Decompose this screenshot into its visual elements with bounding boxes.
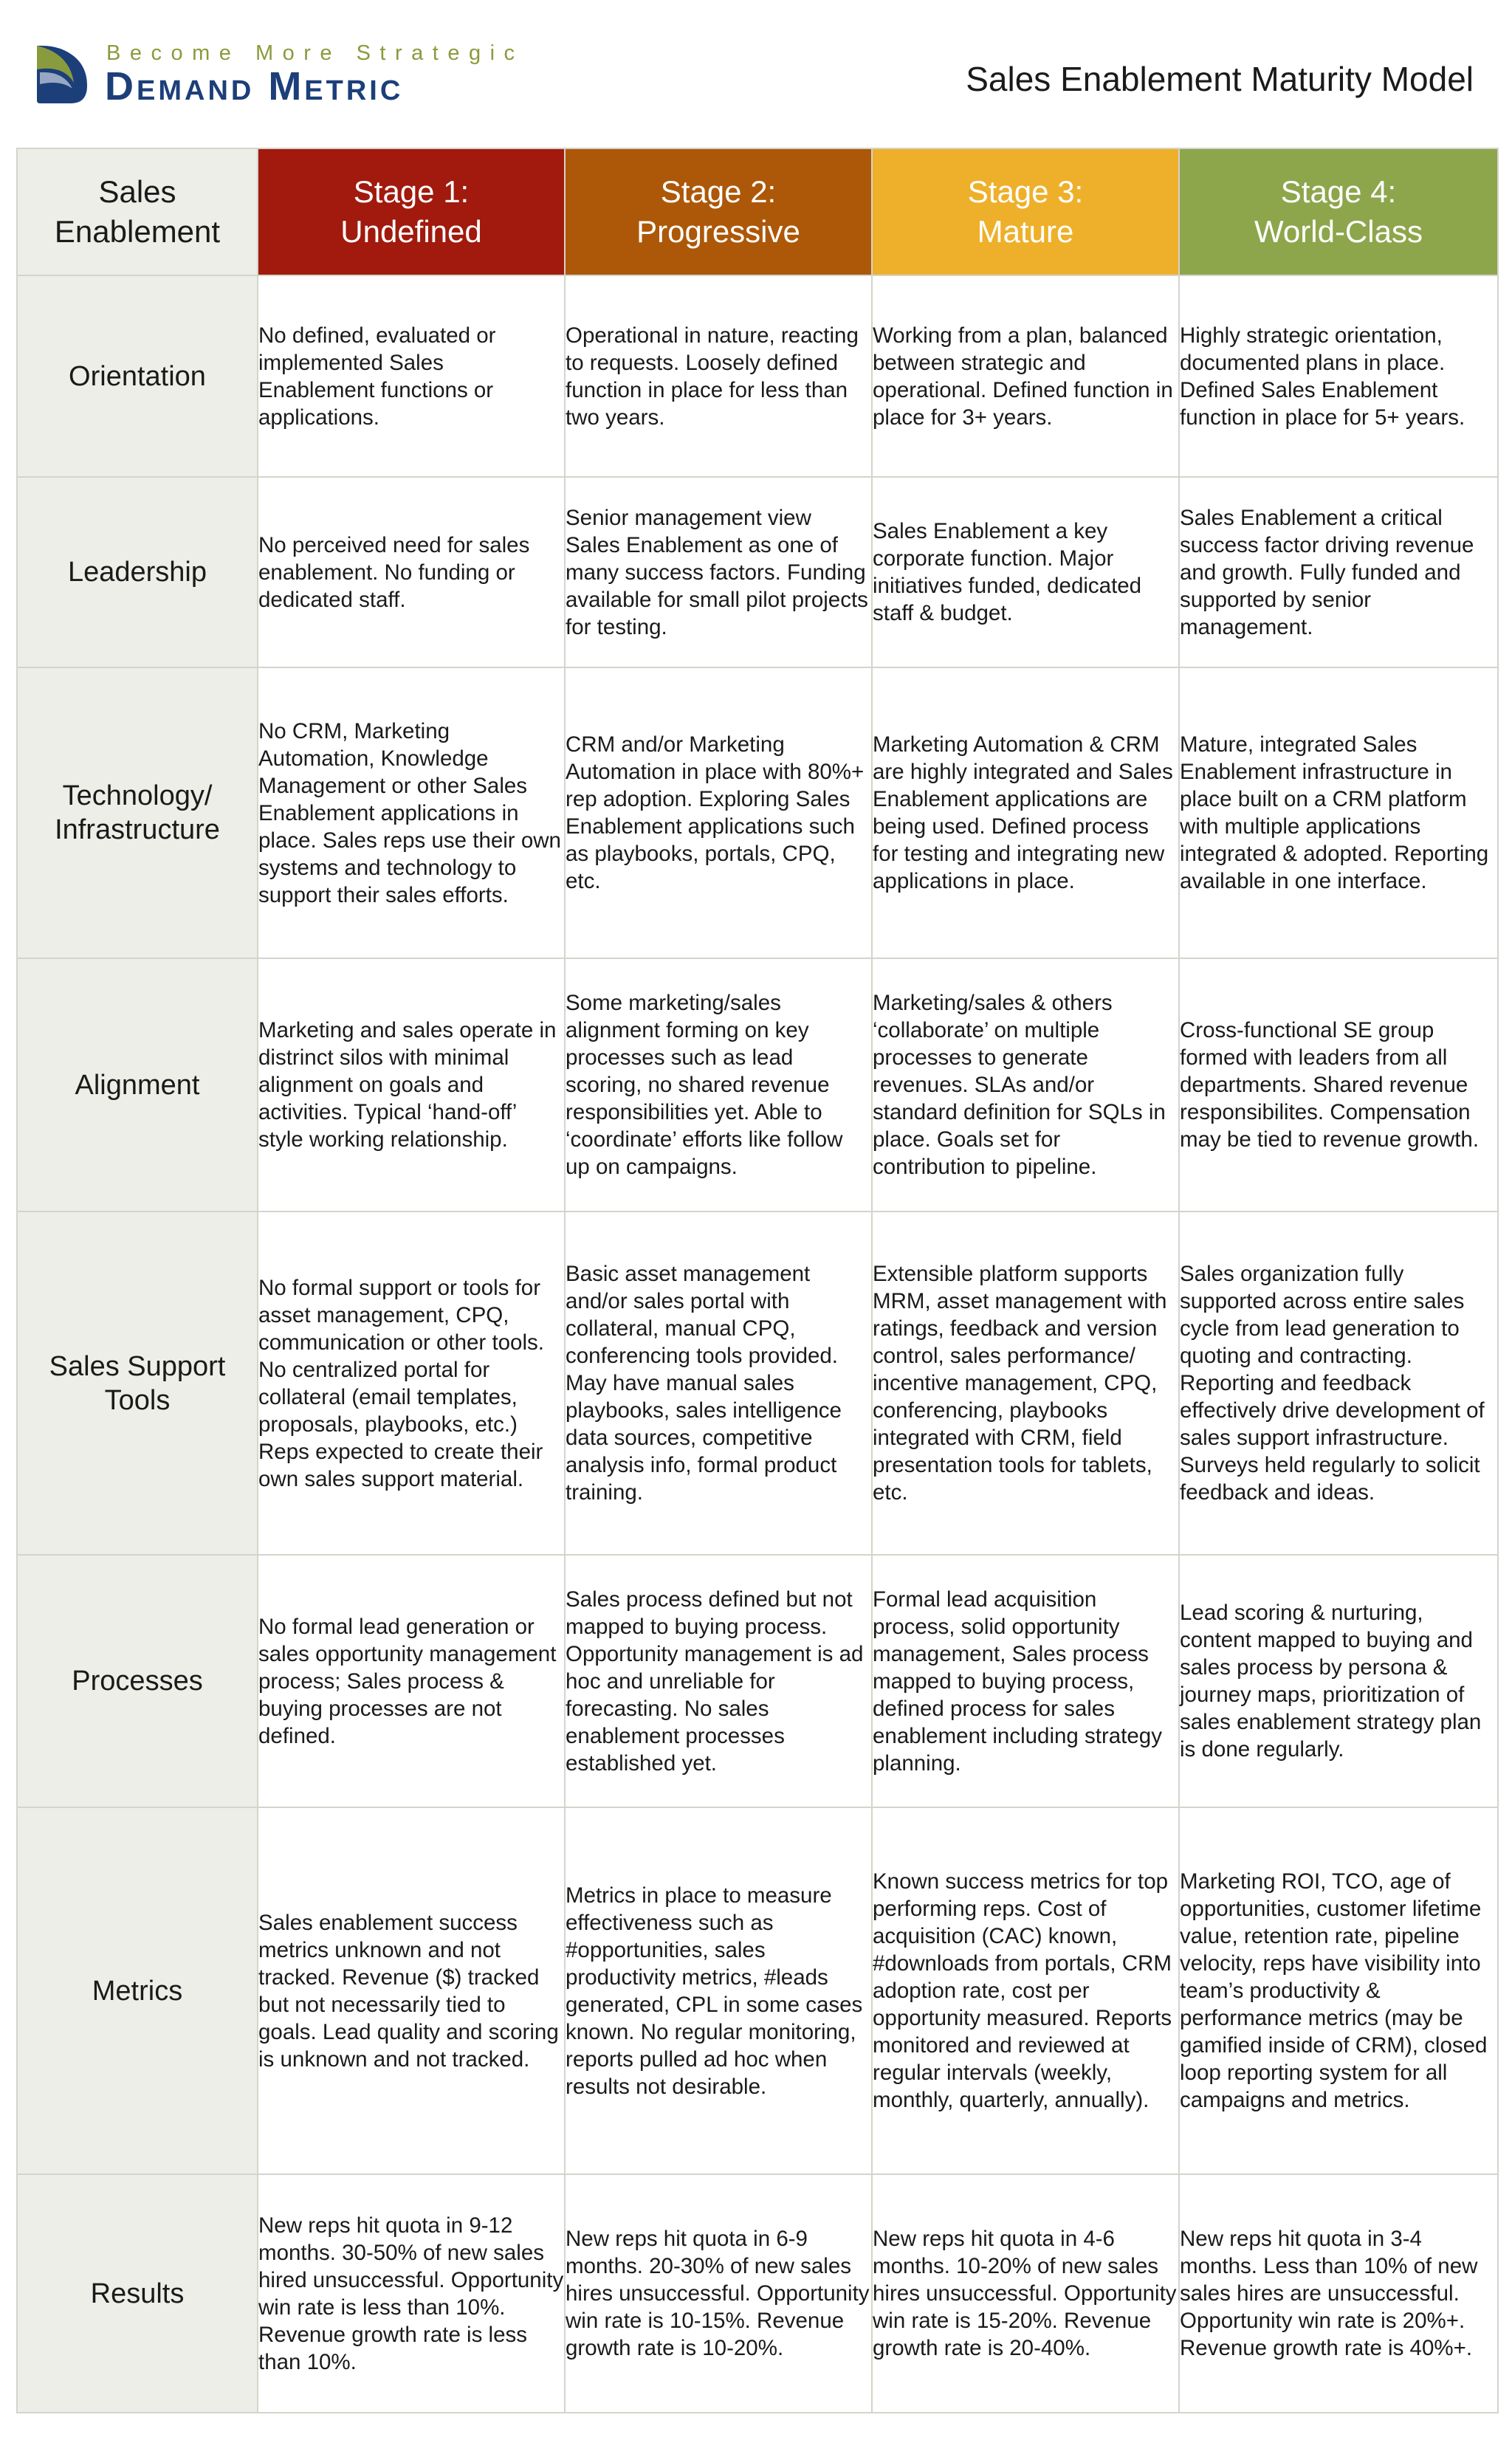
corner-header-line: Enablement bbox=[54, 214, 221, 249]
maturity-model-table bbox=[16, 148, 1499, 2413]
cell-technology-stage-3: Marketing Automation & CRM are highly integrated and Sales Enablement applications are being used. Defined process for testing and integrating new applications in place. bbox=[872, 667, 1179, 958]
cell-results-stage-2: New reps hit quota in 6-9 months. 20-30% of new sales hires unsuccessful. Opportunity win rate is 10-15%. Revenue growth rate is 10-20%. bbox=[565, 2174, 872, 2413]
stage-number: Stage 1: bbox=[353, 174, 470, 209]
stage-name: Undefined bbox=[340, 214, 482, 249]
cell-metrics-stage-2: Metrics in place to measure effectiveness such as #opportunities, sales productivity metrics, #leads generated, CPL in some cases known. No regular monitoring, reports pulled ad hoc when results not desirable. bbox=[565, 1807, 872, 2174]
cell-sales-support-tools-stage-3: Extensible platform supports MRM, asset management with ratings, feedback and version control, sales performance/ incentive management, CPQ, conferencing, playbooks integrated with CRM, field presentation tools for tablets, etc. bbox=[872, 1212, 1179, 1555]
row-label-line: Tools bbox=[104, 1384, 171, 1416]
cell-results-stage-4: New reps hit quota in 3-4 months. Less than 10% of new sales hires are unsuccessful. Opportunity win rate is 20%+. Revenue growth rate is 40%+. bbox=[1179, 2174, 1498, 2413]
row-label-leadership bbox=[17, 477, 258, 667]
row-technology bbox=[17, 667, 1498, 958]
row-label-alignment bbox=[17, 958, 258, 1212]
stage-number: Stage 2: bbox=[660, 174, 777, 209]
cell-orientation-stage-2: Operational in nature, reacting to requests. Loosely defined function in place for less than two years. bbox=[565, 275, 872, 477]
cell-results-stage-1: New reps hit quota in 9-12 months. 30-50% of new sales hired unsuccessful. Opportunity win rate is less than 10%. Revenue growth rate is less than 10%. bbox=[258, 2174, 565, 2413]
cell-orientation-stage-3: Working from a plan, balanced between strategic and operational. Defined function in place for 3+ years. bbox=[872, 275, 1179, 477]
cell-leadership-stage-2: Senior management view Sales Enablement as one of many success factors. Funding available for small pilot projects for testing. bbox=[565, 477, 872, 667]
stage-number: Stage 3: bbox=[967, 174, 1084, 209]
cell-metrics-stage-4: Marketing ROI, TCO, age of opportunities, customer lifetime value, retention rate, pipeline velocity, reps have visibility into team’s productivity & performance metrics (may be gamified inside of CRM), closed loop reporting system for all campaigns and metrics. bbox=[1179, 1807, 1498, 2174]
cell-orientation-stage-1: No defined, evaluated or implemented Sales Enablement functions or applications. bbox=[258, 275, 565, 477]
row-label-orientation bbox=[17, 275, 258, 477]
row-label-line: Processes bbox=[72, 1666, 203, 1697]
row-leadership bbox=[17, 477, 1498, 667]
cell-metrics-stage-1: Sales enablement success metrics unknown and not tracked. Revenue ($) tracked but not necessarily tied to goals. Lead quality and scoring is unknown and not tracked. bbox=[258, 1807, 565, 2174]
logo-tagline: Become More Strategic bbox=[106, 41, 524, 65]
cell-leadership-stage-3: Sales Enablement a key corporate function. Major initiatives funded, dedicated staff & budget. bbox=[872, 477, 1179, 667]
row-results bbox=[17, 2174, 1498, 2413]
row-label-line: Orientation bbox=[69, 360, 206, 392]
stage-4-header bbox=[1179, 148, 1498, 275]
cell-orientation-stage-4: Highly strategic orientation, documented plans in place. Defined Sales Enablement function in place for 5+ years. bbox=[1179, 275, 1498, 477]
row-sales-support-tools bbox=[17, 1212, 1498, 1555]
cell-technology-stage-2: CRM and/or Marketing Automation in place with 80%+ rep adoption. Exploring Sales Enablement applications such as playbooks, portals, CPQ, etc. bbox=[565, 667, 872, 958]
cell-sales-support-tools-stage-2: Basic asset management and/or sales portal with collateral, manual CPQ, conferencing tools provided. May have manual sales playbooks, sales intelligence data sources, competitive analysis info, formal product training. bbox=[565, 1212, 872, 1555]
cell-alignment-stage-1: Marketing and sales operate in distrinct silos with minimal alignment on goals and activities. Typical ‘hand-off’ style working relationship. bbox=[258, 958, 565, 1212]
cell-alignment-stage-4: Cross-functional SE group formed with leaders from all departments. Shared revenue responsibilites. Compensation may be tied to revenue growth. bbox=[1179, 958, 1498, 1212]
stage-name: Progressive bbox=[636, 214, 800, 249]
cell-technology-stage-4: Mature, integrated Sales Enablement infrastructure in place built on a CRM platform with multiple applications integrated & adopted. Reporting available in one interface. bbox=[1179, 667, 1498, 958]
logo-name: Demand Metric bbox=[105, 64, 404, 109]
cell-processes-stage-1: No formal lead generation or sales opportunity management process; Sales process & buying processes are not defined. bbox=[258, 1555, 565, 1807]
row-label-line: Sales Support bbox=[49, 1350, 226, 1382]
row-label-results bbox=[17, 2174, 258, 2413]
cell-processes-stage-4: Lead scoring & nurturing, content mapped to buying and sales process by persona & journey maps, prioritization of sales enablement strategy plan is done regularly. bbox=[1179, 1555, 1498, 1807]
cell-sales-support-tools-stage-1: No formal support or tools for asset management, CPQ, communication or other tools. No centralized portal for collateral (email templates, proposals, playbooks, etc.) Reps expected to create their own sales support material. bbox=[258, 1212, 565, 1555]
document-title: Sales Enablement Maturity Model bbox=[966, 60, 1474, 98]
cell-processes-stage-3: Formal lead acquisition process, solid opportunity management, Sales process mapped to buying process, defined process for sales enablement including strategy planning. bbox=[872, 1555, 1179, 1807]
row-label-line: Technology/ bbox=[62, 780, 213, 811]
corner-header-line: Sales bbox=[98, 174, 176, 209]
row-label-line: Leadership bbox=[67, 557, 207, 588]
row-label-line: Infrastructure bbox=[55, 814, 220, 845]
stage-2-header bbox=[565, 148, 872, 275]
cell-metrics-stage-3: Known success metrics for top performing reps. Cost of acquisition (CAC) known, #downloads from portals, CRM adoption rate, cost per opportunity measured. Reports monitored and reviewed at regular intervals (weekly, monthly, quarterly, annually). bbox=[872, 1807, 1179, 2174]
stage-name: World-Class bbox=[1254, 214, 1423, 249]
stage-3-header bbox=[872, 148, 1179, 275]
corner-header bbox=[17, 148, 258, 275]
demand-metric-logo bbox=[31, 38, 563, 112]
stage-number: Stage 4: bbox=[1280, 174, 1397, 209]
stage-1-header bbox=[258, 148, 565, 275]
cell-results-stage-3: New reps hit quota in 4-6 months. 10-20% of new sales hires unsuccessful. Opportunity win rate is 15-20%. Revenue growth rate is 20-40%. bbox=[872, 2174, 1179, 2413]
cell-alignment-stage-3: Marketing/sales & others ‘collaborate’ on multiple processes to generate revenues. SLAs and/or standard definition for SQLs in place. Goals set for contribution to pipeline. bbox=[872, 958, 1179, 1212]
cell-alignment-stage-2: Some marketing/sales alignment forming on key processes such as lead scoring, no shared revenue responsibilities yet. Able to ‘coordinate’ efforts like follow up on campaigns. bbox=[565, 958, 872, 1212]
logo-mark-icon bbox=[31, 43, 90, 105]
cell-processes-stage-2: Sales process defined but not mapped to buying process. Opportunity management is ad hoc and unreliable for forecasting. No sales enablement processes established yet. bbox=[565, 1555, 872, 1807]
row-label-technology bbox=[17, 667, 258, 958]
row-metrics bbox=[17, 1807, 1498, 2174]
row-orientation bbox=[17, 275, 1498, 477]
row-label-metrics bbox=[17, 1807, 258, 2174]
stage-name: Mature bbox=[977, 214, 1074, 249]
row-label-line: Metrics bbox=[92, 1975, 183, 2007]
row-alignment bbox=[17, 958, 1498, 1212]
cell-sales-support-tools-stage-4: Sales organization fully supported across entire sales cycle from lead generation to quoting and contracting. Reporting and feedback effectively drive development of sales support infrastructure. Surveys held regularly to solicit feedback and ideas. bbox=[1179, 1212, 1498, 1555]
row-label-processes bbox=[17, 1555, 258, 1807]
row-label-sales-support-tools bbox=[17, 1212, 258, 1555]
cell-technology-stage-1: No CRM, Marketing Automation, Knowledge Management or other Sales Enablement applications in place. Sales reps use their own systems and technology to support their sales efforts. bbox=[258, 667, 565, 958]
row-label-line: Results bbox=[90, 2278, 185, 2309]
cell-leadership-stage-1: No perceived need for sales enablement. No funding or dedicated staff. bbox=[258, 477, 565, 667]
cell-leadership-stage-4: Sales Enablement a critical success factor driving revenue and growth. Fully funded and supported by senior management. bbox=[1179, 477, 1498, 667]
row-processes bbox=[17, 1555, 1498, 1807]
stage-header-row bbox=[17, 148, 1498, 275]
row-label-line: Alignment bbox=[75, 1069, 200, 1101]
